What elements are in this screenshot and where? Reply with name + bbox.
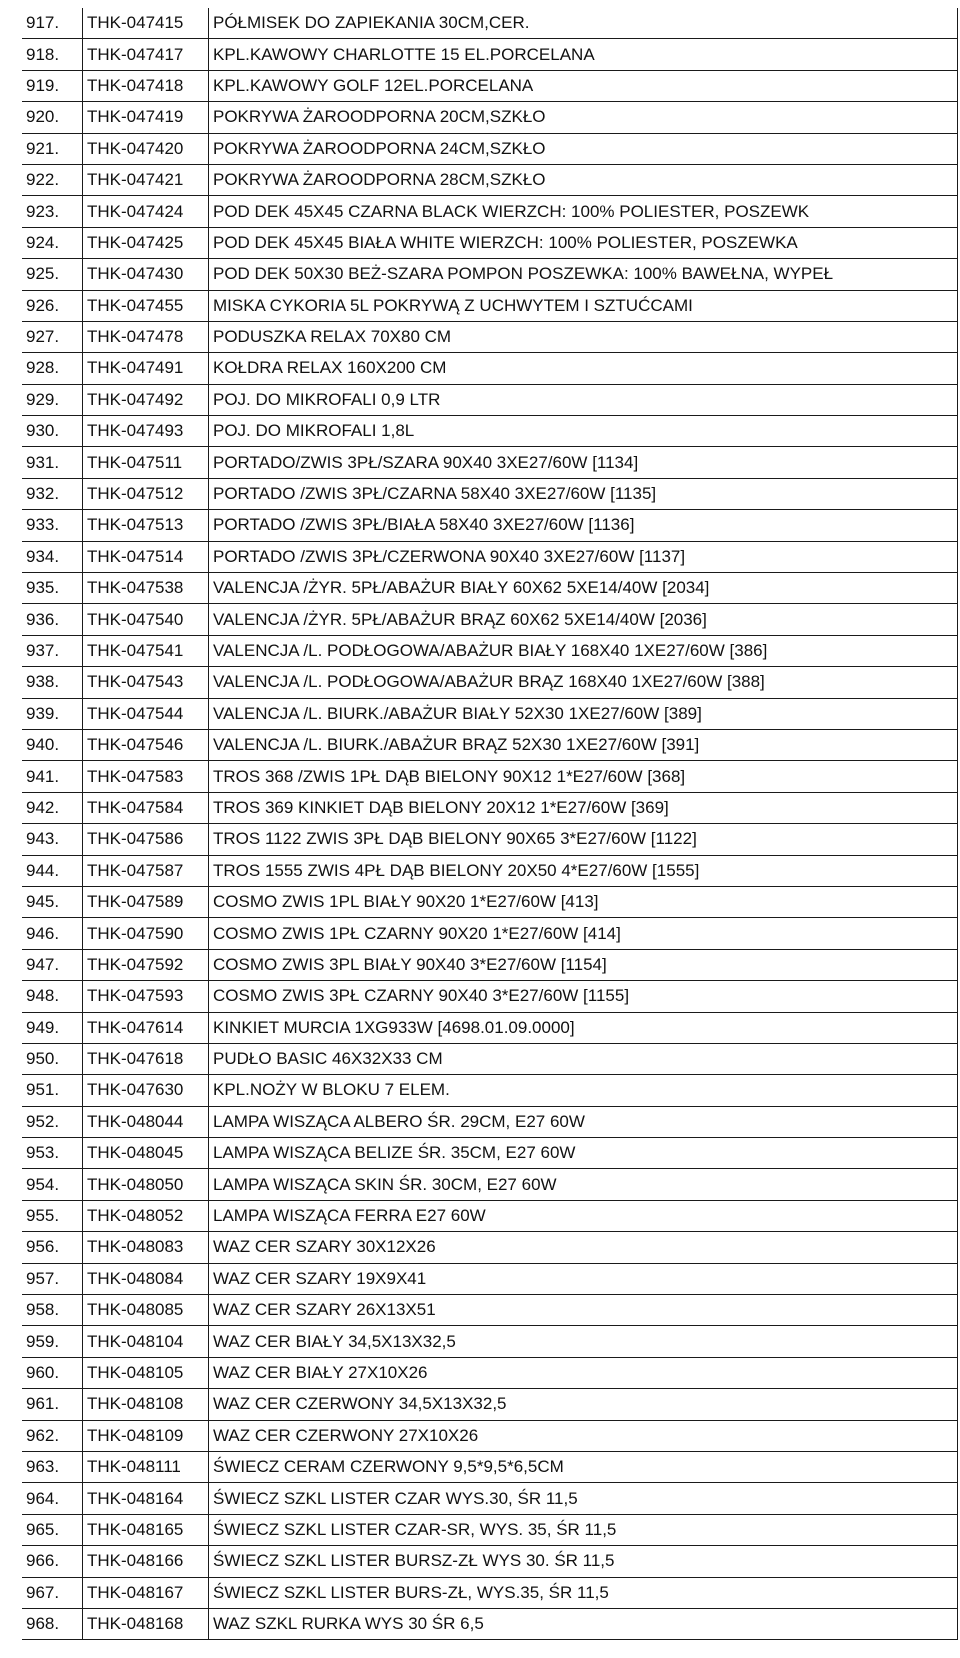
product-code: THK-047540 bbox=[83, 604, 209, 635]
product-description: VALENCJA /L. PODŁOGOWA/ABAŻUR BRĄZ 168X40 1XE27/60W [388] bbox=[209, 667, 958, 698]
product-description: POKRYWA ŻAROODPORNA 20CM,SZKŁO bbox=[209, 102, 958, 133]
product-description: COSMO ZWIS 3PL BIAŁY 90X40 3*E27/60W [1154] bbox=[209, 949, 958, 980]
row-number: 963. bbox=[22, 1451, 83, 1482]
product-code: THK-048164 bbox=[83, 1483, 209, 1514]
product-code: THK-047491 bbox=[83, 353, 209, 384]
product-description: WAZ CER CZERWONY 34,5X13X32,5 bbox=[209, 1389, 958, 1420]
table-row bbox=[22, 39, 958, 70]
product-code: THK-048104 bbox=[83, 1326, 209, 1357]
product-code: THK-047614 bbox=[83, 1012, 209, 1043]
product-description: POKRYWA ŻAROODPORNA 28CM,SZKŁO bbox=[209, 164, 958, 195]
product-code: THK-047513 bbox=[83, 510, 209, 541]
product-code: THK-047589 bbox=[83, 886, 209, 917]
product-description: PORTADO/ZWIS 3PŁ/SZARA 90X40 3XE27/60W [1134] bbox=[209, 447, 958, 478]
row-number: 937. bbox=[22, 635, 83, 666]
table-row bbox=[22, 1169, 958, 1200]
product-code: THK-048168 bbox=[83, 1608, 209, 1639]
product-description: LAMPA WISZĄCA FERRA E27 60W bbox=[209, 1200, 958, 1231]
row-number: 943. bbox=[22, 824, 83, 855]
table-row bbox=[22, 102, 958, 133]
table-row bbox=[22, 1357, 958, 1388]
product-code: THK-047492 bbox=[83, 384, 209, 415]
product-description: WAZ CER SZARY 30X12X26 bbox=[209, 1232, 958, 1263]
row-number: 942. bbox=[22, 792, 83, 823]
product-description: COSMO ZWIS 1PŁ CZARNY 90X20 1*E27/60W [414] bbox=[209, 918, 958, 949]
row-number: 939. bbox=[22, 698, 83, 729]
row-number: 959. bbox=[22, 1326, 83, 1357]
table-row bbox=[22, 227, 958, 258]
table-row bbox=[22, 541, 958, 572]
product-code: THK-047493 bbox=[83, 416, 209, 447]
product-code: THK-047424 bbox=[83, 196, 209, 227]
row-number: 917. bbox=[22, 8, 83, 39]
row-number: 934. bbox=[22, 541, 83, 572]
table-row bbox=[22, 635, 958, 666]
table-row bbox=[22, 855, 958, 886]
product-description: COSMO ZWIS 1PL BIAŁY 90X20 1*E27/60W [413] bbox=[209, 886, 958, 917]
row-number: 922. bbox=[22, 164, 83, 195]
row-number: 944. bbox=[22, 855, 83, 886]
row-number: 968. bbox=[22, 1608, 83, 1639]
row-number: 935. bbox=[22, 573, 83, 604]
product-description: WAZ SZKL RURKA WYS 30 ŚR 6,5 bbox=[209, 1608, 958, 1639]
table-row bbox=[22, 164, 958, 195]
table-row bbox=[22, 918, 958, 949]
product-code: THK-048111 bbox=[83, 1451, 209, 1482]
product-code: THK-047419 bbox=[83, 102, 209, 133]
product-description: VALENCJA /L. PODŁOGOWA/ABAŻUR BIAŁY 168X40 1XE27/60W [386] bbox=[209, 635, 958, 666]
row-number: 941. bbox=[22, 761, 83, 792]
product-code: THK-047417 bbox=[83, 39, 209, 70]
table-row bbox=[22, 824, 958, 855]
row-number: 966. bbox=[22, 1546, 83, 1577]
row-number: 948. bbox=[22, 981, 83, 1012]
row-number: 957. bbox=[22, 1263, 83, 1294]
table-row bbox=[22, 416, 958, 447]
table-row bbox=[22, 196, 958, 227]
product-description: KOŁDRA RELAX 160X200 CM bbox=[209, 353, 958, 384]
row-number: 928. bbox=[22, 353, 83, 384]
row-number: 931. bbox=[22, 447, 83, 478]
table-row bbox=[22, 1043, 958, 1074]
product-description: MISKA CYKORIA 5L POKRYWĄ Z UCHWYTEM I SZTUĆCAMI bbox=[209, 290, 958, 321]
row-number: 918. bbox=[22, 39, 83, 70]
table-row bbox=[22, 1451, 958, 1482]
product-description: ŚWIECZ SZKL LISTER BURS-ZŁ, WYS.35, ŚR 11,5 bbox=[209, 1577, 958, 1608]
product-description: PUDŁO BASIC 46X32X33 CM bbox=[209, 1043, 958, 1074]
product-description: WAZ CER SZARY 26X13X51 bbox=[209, 1295, 958, 1326]
product-code: THK-048045 bbox=[83, 1138, 209, 1169]
table-row bbox=[22, 1263, 958, 1294]
product-code: THK-048083 bbox=[83, 1232, 209, 1263]
row-number: 967. bbox=[22, 1577, 83, 1608]
product-code: THK-047592 bbox=[83, 949, 209, 980]
row-number: 933. bbox=[22, 510, 83, 541]
table-row bbox=[22, 1075, 958, 1106]
table-row bbox=[22, 698, 958, 729]
product-code: THK-047593 bbox=[83, 981, 209, 1012]
product-description: ŚWIECZ SZKL LISTER BURSZ-ZŁ WYS 30. ŚR 11,5 bbox=[209, 1546, 958, 1577]
product-code: THK-047418 bbox=[83, 70, 209, 101]
product-code: THK-048044 bbox=[83, 1106, 209, 1137]
table-row bbox=[22, 478, 958, 509]
table-row bbox=[22, 70, 958, 101]
product-description: KPL.KAWOWY GOLF 12EL.PORCELANA bbox=[209, 70, 958, 101]
product-description: POKRYWA ŻAROODPORNA 24CM,SZKŁO bbox=[209, 133, 958, 164]
product-description: KINKIET MURCIA 1XG933W [4698.01.09.0000] bbox=[209, 1012, 958, 1043]
product-code: THK-047538 bbox=[83, 573, 209, 604]
product-code: THK-047583 bbox=[83, 761, 209, 792]
product-code: THK-047584 bbox=[83, 792, 209, 823]
inventory-table-body bbox=[22, 8, 958, 1640]
product-description: VALENCJA /L. BIURK./ABAŻUR BRĄZ 52X30 1XE27/60W [391] bbox=[209, 729, 958, 760]
row-number: 932. bbox=[22, 478, 83, 509]
product-description: LAMPA WISZĄCA ALBERO ŚR. 29CM, E27 60W bbox=[209, 1106, 958, 1137]
table-row bbox=[22, 1295, 958, 1326]
product-description: COSMO ZWIS 3PŁ CZARNY 90X40 3*E27/60W [1155] bbox=[209, 981, 958, 1012]
product-description: TROS 369 KINKIET DĄB BIELONY 20X12 1*E27/60W [369] bbox=[209, 792, 958, 823]
product-code: THK-047430 bbox=[83, 259, 209, 290]
product-description: VALENCJA /ŻYR. 5PŁ/ABAŻUR BIAŁY 60X62 5XE14/40W [2034] bbox=[209, 573, 958, 604]
table-row bbox=[22, 1483, 958, 1514]
product-code: THK-047590 bbox=[83, 918, 209, 949]
row-number: 952. bbox=[22, 1106, 83, 1137]
row-number: 929. bbox=[22, 384, 83, 415]
row-number: 947. bbox=[22, 949, 83, 980]
table-row bbox=[22, 1389, 958, 1420]
table-row bbox=[22, 573, 958, 604]
product-description: ŚWIECZ SZKL LISTER CZAR WYS.30, ŚR 11,5 bbox=[209, 1483, 958, 1514]
row-number: 930. bbox=[22, 416, 83, 447]
product-description: POJ. DO MIKROFALI 1,8L bbox=[209, 416, 958, 447]
product-code: THK-047541 bbox=[83, 635, 209, 666]
product-code: THK-048165 bbox=[83, 1514, 209, 1545]
table-row bbox=[22, 1577, 958, 1608]
product-code: THK-048109 bbox=[83, 1420, 209, 1451]
row-number: 962. bbox=[22, 1420, 83, 1451]
product-code: THK-048166 bbox=[83, 1546, 209, 1577]
table-row bbox=[22, 8, 958, 39]
product-code: THK-047543 bbox=[83, 667, 209, 698]
row-number: 921. bbox=[22, 133, 83, 164]
product-code: THK-047587 bbox=[83, 855, 209, 886]
product-description: POD DEK 45X45 BIAŁA WHITE WIERZCH: 100% POLIESTER, POSZEWKA bbox=[209, 227, 958, 258]
table-row bbox=[22, 1546, 958, 1577]
product-code: THK-048167 bbox=[83, 1577, 209, 1608]
table-row bbox=[22, 321, 958, 352]
product-description: TROS 1122 ZWIS 3PŁ DĄB BIELONY 90X65 3*E27/60W [1122] bbox=[209, 824, 958, 855]
table-row bbox=[22, 290, 958, 321]
product-code: THK-048108 bbox=[83, 1389, 209, 1420]
product-code: THK-047630 bbox=[83, 1075, 209, 1106]
row-number: 955. bbox=[22, 1200, 83, 1231]
table-row bbox=[22, 886, 958, 917]
product-description: ŚWIECZ CERAM CZERWONY 9,5*9,5*6,5CM bbox=[209, 1451, 958, 1482]
product-description: WAZ CER BIAŁY 34,5X13X32,5 bbox=[209, 1326, 958, 1357]
row-number: 926. bbox=[22, 290, 83, 321]
table-row bbox=[22, 1106, 958, 1137]
product-code: THK-047514 bbox=[83, 541, 209, 572]
product-description: ŚWIECZ SZKL LISTER CZAR-SR, WYS. 35, ŚR 11,5 bbox=[209, 1514, 958, 1545]
product-code: THK-047544 bbox=[83, 698, 209, 729]
table-row bbox=[22, 792, 958, 823]
table-row bbox=[22, 353, 958, 384]
product-description: TROS 368 /ZWIS 1PŁ DĄB BIELONY 90X12 1*E27/60W [368] bbox=[209, 761, 958, 792]
product-description: PÓŁMISEK DO ZAPIEKANIA 30CM,CER. bbox=[209, 8, 958, 39]
table-row bbox=[22, 510, 958, 541]
product-code: THK-047415 bbox=[83, 8, 209, 39]
product-code: THK-047425 bbox=[83, 227, 209, 258]
product-code: THK-047618 bbox=[83, 1043, 209, 1074]
product-description: WAZ CER SZARY 19X9X41 bbox=[209, 1263, 958, 1294]
table-row bbox=[22, 384, 958, 415]
row-number: 951. bbox=[22, 1075, 83, 1106]
table-row bbox=[22, 604, 958, 635]
product-description: WAZ CER CZERWONY 27X10X26 bbox=[209, 1420, 958, 1451]
row-number: 960. bbox=[22, 1357, 83, 1388]
row-number: 953. bbox=[22, 1138, 83, 1169]
table-row bbox=[22, 1232, 958, 1263]
row-number: 927. bbox=[22, 321, 83, 352]
product-code: THK-047546 bbox=[83, 729, 209, 760]
row-number: 938. bbox=[22, 667, 83, 698]
row-number: 945. bbox=[22, 886, 83, 917]
product-description: VALENCJA /ŻYR. 5PŁ/ABAŻUR BRĄZ 60X62 5XE14/40W [2036] bbox=[209, 604, 958, 635]
row-number: 923. bbox=[22, 196, 83, 227]
product-description: PODUSZKA RELAX 70X80 CM bbox=[209, 321, 958, 352]
product-code: THK-047511 bbox=[83, 447, 209, 478]
product-code: THK-047512 bbox=[83, 478, 209, 509]
table-row bbox=[22, 981, 958, 1012]
row-number: 964. bbox=[22, 1483, 83, 1514]
row-number: 925. bbox=[22, 259, 83, 290]
row-number: 946. bbox=[22, 918, 83, 949]
product-code: THK-048105 bbox=[83, 1357, 209, 1388]
row-number: 954. bbox=[22, 1169, 83, 1200]
product-description: KPL.KAWOWY CHARLOTTE 15 EL.PORCELANA bbox=[209, 39, 958, 70]
table-row bbox=[22, 1326, 958, 1357]
product-code: THK-047420 bbox=[83, 133, 209, 164]
table-row bbox=[22, 729, 958, 760]
table-row bbox=[22, 1012, 958, 1043]
product-description: POJ. DO MIKROFALI 0,9 LTR bbox=[209, 384, 958, 415]
row-number: 958. bbox=[22, 1295, 83, 1326]
product-description: PORTADO /ZWIS 3PŁ/CZARNA 58X40 3XE27/60W [1135] bbox=[209, 478, 958, 509]
row-number: 961. bbox=[22, 1389, 83, 1420]
product-description: KPL.NOŻY W BLOKU 7 ELEM. bbox=[209, 1075, 958, 1106]
table-row bbox=[22, 1200, 958, 1231]
product-description: POD DEK 50X30 BEŻ-SZARA POMPON POSZEWKA: 100% BAWEŁNA, WYPEŁ bbox=[209, 259, 958, 290]
row-number: 950. bbox=[22, 1043, 83, 1074]
product-code: THK-047586 bbox=[83, 824, 209, 855]
product-code: THK-047478 bbox=[83, 321, 209, 352]
table-row bbox=[22, 761, 958, 792]
product-code: THK-048085 bbox=[83, 1295, 209, 1326]
table-row bbox=[22, 259, 958, 290]
table-row bbox=[22, 667, 958, 698]
product-code: THK-048050 bbox=[83, 1169, 209, 1200]
product-code: THK-047421 bbox=[83, 164, 209, 195]
row-number: 965. bbox=[22, 1514, 83, 1545]
product-code: THK-048052 bbox=[83, 1200, 209, 1231]
product-description: TROS 1555 ZWIS 4PŁ DĄB BIELONY 20X50 4*E27/60W [1555] bbox=[209, 855, 958, 886]
product-description: WAZ CER BIAŁY 27X10X26 bbox=[209, 1357, 958, 1388]
product-code: THK-048084 bbox=[83, 1263, 209, 1294]
product-description: VALENCJA /L. BIURK./ABAŻUR BIAŁY 52X30 1XE27/60W [389] bbox=[209, 698, 958, 729]
row-number: 949. bbox=[22, 1012, 83, 1043]
product-description: POD DEK 45X45 CZARNA BLACK WIERZCH: 100% POLIESTER, POSZEWK bbox=[209, 196, 958, 227]
product-description: LAMPA WISZĄCA SKIN ŚR. 30CM, E27 60W bbox=[209, 1169, 958, 1200]
table-row bbox=[22, 133, 958, 164]
table-row bbox=[22, 447, 958, 478]
inventory-table bbox=[22, 8, 958, 1640]
table-row bbox=[22, 949, 958, 980]
row-number: 924. bbox=[22, 227, 83, 258]
product-code: THK-047455 bbox=[83, 290, 209, 321]
table-row bbox=[22, 1514, 958, 1545]
table-row bbox=[22, 1608, 958, 1639]
row-number: 920. bbox=[22, 102, 83, 133]
table-row bbox=[22, 1138, 958, 1169]
product-description: LAMPA WISZĄCA BELIZE ŚR. 35CM, E27 60W bbox=[209, 1138, 958, 1169]
table-row bbox=[22, 1420, 958, 1451]
product-description: PORTADO /ZWIS 3PŁ/BIAŁA 58X40 3XE27/60W [1136] bbox=[209, 510, 958, 541]
row-number: 919. bbox=[22, 70, 83, 101]
row-number: 936. bbox=[22, 604, 83, 635]
row-number: 940. bbox=[22, 729, 83, 760]
row-number: 956. bbox=[22, 1232, 83, 1263]
product-description: PORTADO /ZWIS 3PŁ/CZERWONA 90X40 3XE27/60W [1137] bbox=[209, 541, 958, 572]
